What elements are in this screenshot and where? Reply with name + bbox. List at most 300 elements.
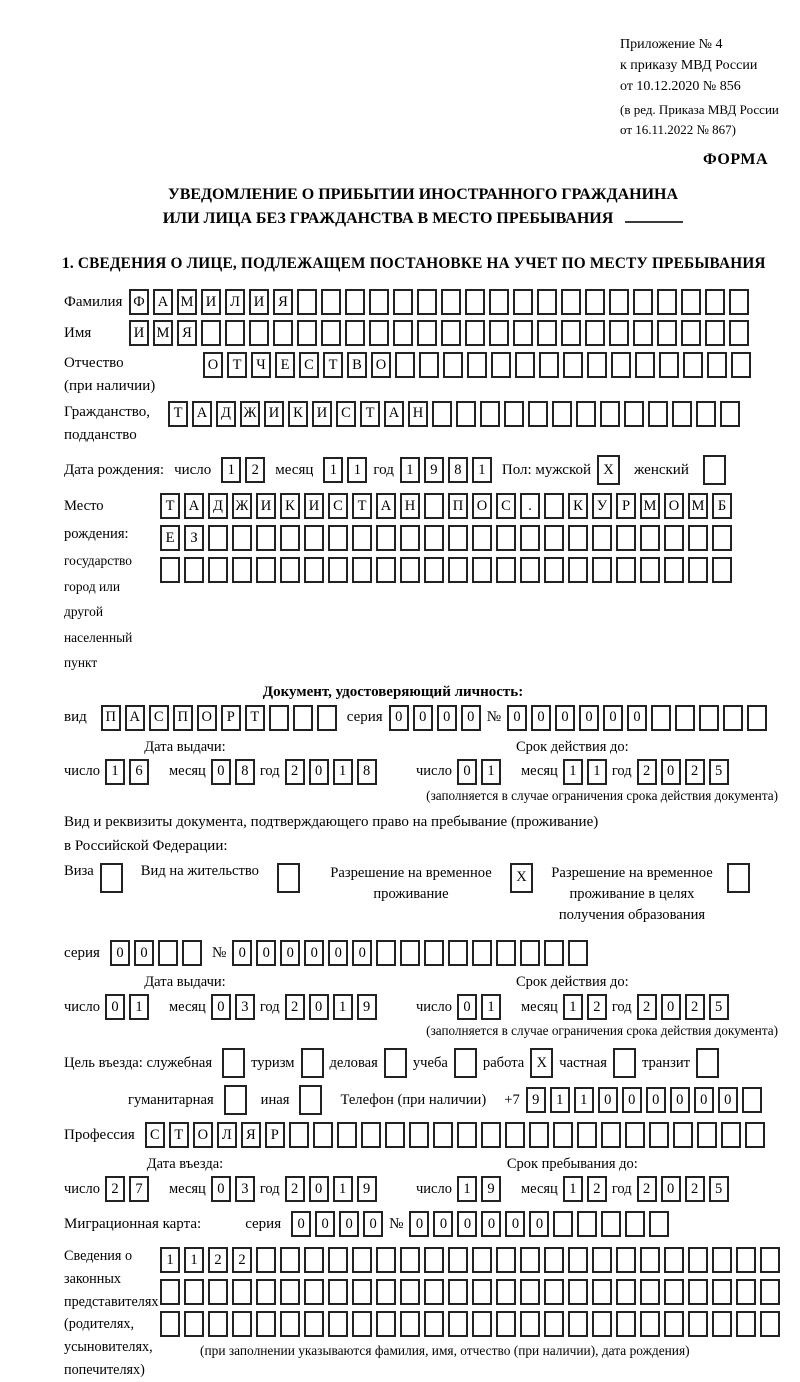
char-cell[interactable]	[443, 352, 463, 378]
char-cell[interactable]	[505, 1122, 525, 1148]
char-cell[interactable]	[433, 1122, 453, 1148]
char-cell[interactable]: 0	[409, 1211, 429, 1237]
char-cell[interactable]: О	[197, 705, 217, 731]
temp-permit-checkbox[interactable]	[510, 863, 533, 893]
char-cell[interactable]	[369, 289, 389, 315]
char-cell[interactable]	[721, 1122, 741, 1148]
char-cell[interactable]	[424, 1247, 444, 1273]
char-cell[interactable]	[395, 352, 415, 378]
char-cell[interactable]: И	[249, 289, 269, 315]
char-cell[interactable]	[616, 525, 636, 551]
char-cell[interactable]	[424, 940, 444, 966]
char-cell[interactable]	[352, 1279, 372, 1305]
char-cell[interactable]	[328, 557, 348, 583]
char-cell[interactable]: П	[448, 493, 468, 519]
char-cell[interactable]	[760, 1279, 780, 1305]
char-cell[interactable]: 0	[531, 705, 551, 731]
char-cell[interactable]	[611, 352, 631, 378]
checkbox-cell[interactable]	[696, 1048, 719, 1078]
char-cell[interactable]	[376, 940, 396, 966]
char-cell[interactable]: Р	[265, 1122, 285, 1148]
char-cell[interactable]	[544, 940, 564, 966]
char-cell[interactable]	[640, 557, 660, 583]
char-cell[interactable]	[659, 352, 679, 378]
char-cell[interactable]: 0	[646, 1087, 666, 1113]
char-cell[interactable]	[539, 352, 559, 378]
char-cell[interactable]: 9	[424, 457, 444, 483]
char-cell[interactable]: 2	[208, 1247, 228, 1273]
char-cell[interactable]	[424, 1279, 444, 1305]
checkbox-cell[interactable]	[100, 863, 123, 893]
char-cell[interactable]	[448, 940, 468, 966]
char-cell[interactable]	[400, 525, 420, 551]
char-cell[interactable]	[273, 320, 293, 346]
char-cell[interactable]: Я	[241, 1122, 261, 1148]
char-cell[interactable]	[681, 320, 701, 346]
char-cell[interactable]	[184, 557, 204, 583]
char-cell[interactable]	[321, 289, 341, 315]
char-cell[interactable]: С	[149, 705, 169, 731]
char-cell[interactable]	[280, 557, 300, 583]
char-cell[interactable]: 1	[550, 1087, 570, 1113]
char-cell[interactable]: О	[193, 1122, 213, 1148]
char-cell[interactable]	[256, 1247, 276, 1273]
char-cell[interactable]	[664, 1279, 684, 1305]
char-cell[interactable]: Т	[245, 705, 265, 731]
char-cell[interactable]: Д	[216, 401, 236, 427]
char-cell[interactable]	[385, 1122, 405, 1148]
char-cell[interactable]	[681, 289, 701, 315]
char-cell[interactable]	[672, 401, 692, 427]
char-cell[interactable]	[729, 289, 749, 315]
char-cell[interactable]	[448, 525, 468, 551]
char-cell[interactable]	[182, 940, 202, 966]
char-cell[interactable]	[376, 1247, 396, 1273]
char-cell[interactable]	[467, 352, 487, 378]
char-cell[interactable]: 0	[661, 759, 681, 785]
char-cell[interactable]: 1	[347, 457, 367, 483]
char-cell[interactable]: 2	[637, 1176, 657, 1202]
char-cell[interactable]: 9	[526, 1087, 546, 1113]
char-cell[interactable]: 0	[110, 940, 130, 966]
char-cell[interactable]: 0	[661, 1176, 681, 1202]
char-cell[interactable]	[729, 320, 749, 346]
char-cell[interactable]: 1	[333, 759, 353, 785]
char-cell[interactable]: И	[201, 289, 221, 315]
char-cell[interactable]	[304, 525, 324, 551]
char-cell[interactable]: 0	[457, 759, 477, 785]
purpose-business-checkbox[interactable]	[222, 1048, 245, 1078]
char-cell[interactable]	[585, 320, 605, 346]
char-cell[interactable]	[424, 557, 444, 583]
char-cell[interactable]	[561, 320, 581, 346]
char-cell[interactable]: 0	[309, 759, 329, 785]
char-cell[interactable]	[640, 1247, 660, 1273]
char-cell[interactable]: М	[177, 289, 197, 315]
char-cell[interactable]: О	[472, 493, 492, 519]
char-cell[interactable]: К	[288, 401, 308, 427]
char-cell[interactable]	[664, 557, 684, 583]
char-cell[interactable]: 0	[507, 705, 527, 731]
char-cell[interactable]	[465, 320, 485, 346]
char-cell[interactable]: 1	[563, 1176, 583, 1202]
char-cell[interactable]: П	[173, 705, 193, 731]
char-cell[interactable]	[280, 1279, 300, 1305]
char-cell[interactable]: 1	[333, 994, 353, 1020]
sex-male-checkbox[interactable]	[597, 455, 620, 485]
char-cell[interactable]	[448, 1311, 468, 1337]
char-cell[interactable]	[720, 401, 740, 427]
char-cell[interactable]	[648, 401, 668, 427]
char-cell[interactable]: 0	[579, 705, 599, 731]
char-cell[interactable]: 1	[472, 457, 492, 483]
char-cell[interactable]: Я	[273, 289, 293, 315]
char-cell[interactable]: З	[184, 525, 204, 551]
char-cell[interactable]	[393, 289, 413, 315]
char-cell[interactable]	[616, 1311, 636, 1337]
char-cell[interactable]	[232, 557, 252, 583]
char-cell[interactable]: А	[376, 493, 396, 519]
char-cell[interactable]	[441, 289, 461, 315]
char-cell[interactable]	[304, 1279, 324, 1305]
char-cell[interactable]: С	[336, 401, 356, 427]
purpose-transit-checkbox[interactable]	[696, 1048, 719, 1078]
char-cell[interactable]	[304, 1247, 324, 1273]
char-cell[interactable]: 3	[235, 1176, 255, 1202]
char-cell[interactable]: .	[520, 493, 540, 519]
char-cell[interactable]	[489, 289, 509, 315]
char-cell[interactable]: Р	[221, 705, 241, 731]
char-cell[interactable]: 0	[339, 1211, 359, 1237]
char-cell[interactable]	[544, 1311, 564, 1337]
char-cell[interactable]	[675, 705, 695, 731]
char-cell[interactable]: И	[256, 493, 276, 519]
char-cell[interactable]: 1	[563, 994, 583, 1020]
char-cell[interactable]	[328, 1311, 348, 1337]
char-cell[interactable]	[633, 289, 653, 315]
char-cell[interactable]	[561, 289, 581, 315]
purpose-humanitarian-checkbox[interactable]	[224, 1085, 247, 1115]
char-cell[interactable]: 1	[160, 1247, 180, 1273]
char-cell[interactable]	[592, 1247, 612, 1273]
char-cell[interactable]	[515, 352, 535, 378]
char-cell[interactable]	[537, 289, 557, 315]
char-cell[interactable]: 1	[105, 759, 125, 785]
char-cell[interactable]	[592, 1311, 612, 1337]
char-cell[interactable]: 7	[129, 1176, 149, 1202]
char-cell[interactable]	[481, 1122, 501, 1148]
purpose-tourism-checkbox[interactable]	[301, 1048, 324, 1078]
char-cell[interactable]	[496, 940, 516, 966]
char-cell[interactable]	[520, 940, 540, 966]
char-cell[interactable]	[513, 320, 533, 346]
char-cell[interactable]	[592, 525, 612, 551]
char-cell[interactable]	[520, 1279, 540, 1305]
char-cell[interactable]	[352, 1311, 372, 1337]
char-cell[interactable]	[256, 525, 276, 551]
char-cell[interactable]	[504, 401, 524, 427]
char-cell[interactable]: А	[153, 289, 173, 315]
char-cell[interactable]	[747, 705, 767, 731]
char-cell[interactable]: К	[280, 493, 300, 519]
char-cell[interactable]	[696, 401, 716, 427]
char-cell[interactable]	[400, 1247, 420, 1273]
char-cell[interactable]: 2	[587, 1176, 607, 1202]
char-cell[interactable]: 3	[235, 994, 255, 1020]
char-cell[interactable]: 0	[291, 1211, 311, 1237]
char-cell[interactable]	[635, 352, 655, 378]
char-cell[interactable]	[712, 1279, 732, 1305]
char-cell[interactable]	[664, 1247, 684, 1273]
checkbox-cell[interactable]: X	[597, 455, 620, 485]
char-cell[interactable]: Т	[323, 352, 343, 378]
char-cell[interactable]: Л	[225, 289, 245, 315]
char-cell[interactable]: 1	[481, 994, 501, 1020]
char-cell[interactable]: 0	[280, 940, 300, 966]
char-cell[interactable]	[697, 1122, 717, 1148]
char-cell[interactable]	[520, 1247, 540, 1273]
char-cell[interactable]	[409, 1122, 429, 1148]
char-cell[interactable]	[472, 557, 492, 583]
char-cell[interactable]: 5	[709, 759, 729, 785]
char-cell[interactable]	[528, 401, 548, 427]
char-cell[interactable]: И	[304, 493, 324, 519]
char-cell[interactable]	[553, 1211, 573, 1237]
char-cell[interactable]	[496, 525, 516, 551]
char-cell[interactable]: 0	[232, 940, 252, 966]
char-cell[interactable]: 0	[315, 1211, 335, 1237]
char-cell[interactable]	[625, 1122, 645, 1148]
char-cell[interactable]	[496, 557, 516, 583]
char-cell[interactable]	[376, 1311, 396, 1337]
char-cell[interactable]: 0	[661, 994, 681, 1020]
char-cell[interactable]	[491, 352, 511, 378]
purpose-work-checkbox[interactable]	[530, 1048, 553, 1078]
char-cell[interactable]	[544, 1247, 564, 1273]
char-cell[interactable]: Я	[177, 320, 197, 346]
char-cell[interactable]: 0	[211, 1176, 231, 1202]
char-cell[interactable]	[616, 1247, 636, 1273]
char-cell[interactable]: И	[129, 320, 149, 346]
char-cell[interactable]: А	[125, 705, 145, 731]
checkbox-cell[interactable]: X	[530, 1048, 553, 1078]
checkbox-cell[interactable]	[277, 863, 300, 893]
purpose-other-checkbox[interactable]	[299, 1085, 322, 1115]
char-cell[interactable]: 6	[129, 759, 149, 785]
char-cell[interactable]: 8	[357, 759, 377, 785]
char-cell[interactable]	[553, 1122, 573, 1148]
char-cell[interactable]	[448, 1279, 468, 1305]
char-cell[interactable]	[664, 1311, 684, 1337]
char-cell[interactable]	[625, 1211, 645, 1237]
char-cell[interactable]: 9	[481, 1176, 501, 1202]
checkbox-cell[interactable]	[703, 455, 726, 485]
char-cell[interactable]	[664, 525, 684, 551]
char-cell[interactable]	[633, 320, 653, 346]
char-cell[interactable]: 0	[211, 759, 231, 785]
char-cell[interactable]: 1	[129, 994, 149, 1020]
char-cell[interactable]: Ч	[251, 352, 271, 378]
char-cell[interactable]: 0	[461, 705, 481, 731]
char-cell[interactable]	[537, 320, 557, 346]
char-cell[interactable]	[424, 525, 444, 551]
purpose-study-checkbox[interactable]	[454, 1048, 477, 1078]
char-cell[interactable]: П	[101, 705, 121, 731]
checkbox-cell[interactable]	[613, 1048, 636, 1078]
purpose-private-checkbox[interactable]	[613, 1048, 636, 1078]
char-cell[interactable]: 8	[235, 759, 255, 785]
char-cell[interactable]: 1	[221, 457, 241, 483]
char-cell[interactable]	[649, 1211, 669, 1237]
char-cell[interactable]	[624, 401, 644, 427]
char-cell[interactable]	[520, 1311, 540, 1337]
char-cell[interactable]: 0	[694, 1087, 714, 1113]
char-cell[interactable]	[688, 1279, 708, 1305]
char-cell[interactable]	[269, 705, 289, 731]
char-cell[interactable]	[577, 1122, 597, 1148]
char-cell[interactable]	[352, 525, 372, 551]
char-cell[interactable]	[489, 320, 509, 346]
char-cell[interactable]: И	[264, 401, 284, 427]
char-cell[interactable]: 2	[285, 759, 305, 785]
char-cell[interactable]	[208, 1311, 228, 1337]
char-cell[interactable]	[544, 1279, 564, 1305]
char-cell[interactable]	[400, 557, 420, 583]
char-cell[interactable]: 2	[587, 994, 607, 1020]
char-cell[interactable]	[745, 1122, 765, 1148]
char-cell[interactable]	[393, 320, 413, 346]
char-cell[interactable]	[417, 289, 437, 315]
char-cell[interactable]: 1	[563, 759, 583, 785]
char-cell[interactable]	[208, 557, 228, 583]
char-cell[interactable]: М	[688, 493, 708, 519]
char-cell[interactable]: 2	[637, 759, 657, 785]
char-cell[interactable]	[705, 320, 725, 346]
char-cell[interactable]: 0	[309, 1176, 329, 1202]
char-cell[interactable]	[472, 525, 492, 551]
char-cell[interactable]	[568, 1311, 588, 1337]
char-cell[interactable]	[760, 1247, 780, 1273]
char-cell[interactable]: Т	[169, 1122, 189, 1148]
char-cell[interactable]	[208, 525, 228, 551]
char-cell[interactable]: 0	[622, 1087, 642, 1113]
char-cell[interactable]: Б	[712, 493, 732, 519]
char-cell[interactable]	[472, 1311, 492, 1337]
char-cell[interactable]: С	[496, 493, 516, 519]
char-cell[interactable]	[208, 1279, 228, 1305]
char-cell[interactable]	[683, 352, 703, 378]
sex-female-checkbox[interactable]	[703, 455, 726, 485]
char-cell[interactable]	[688, 525, 708, 551]
char-cell[interactable]: Н	[400, 493, 420, 519]
char-cell[interactable]	[232, 1311, 252, 1337]
char-cell[interactable]: Р	[616, 493, 636, 519]
char-cell[interactable]: 0	[134, 940, 154, 966]
char-cell[interactable]: Ж	[240, 401, 260, 427]
char-cell[interactable]	[328, 1279, 348, 1305]
char-cell[interactable]: 2	[685, 759, 705, 785]
char-cell[interactable]: 0	[603, 705, 623, 731]
char-cell[interactable]	[304, 1311, 324, 1337]
char-cell[interactable]: 0	[211, 994, 231, 1020]
char-cell[interactable]: 0	[363, 1211, 383, 1237]
char-cell[interactable]	[417, 320, 437, 346]
checkbox-cell[interactable]	[301, 1048, 324, 1078]
char-cell[interactable]	[369, 320, 389, 346]
char-cell[interactable]	[609, 320, 629, 346]
char-cell[interactable]: 0	[352, 940, 372, 966]
char-cell[interactable]: 0	[389, 705, 409, 731]
char-cell[interactable]	[317, 705, 337, 731]
char-cell[interactable]: У	[592, 493, 612, 519]
char-cell[interactable]	[585, 289, 605, 315]
char-cell[interactable]: 2	[232, 1247, 252, 1273]
char-cell[interactable]	[249, 320, 269, 346]
char-cell[interactable]	[657, 320, 677, 346]
char-cell[interactable]	[712, 1247, 732, 1273]
char-cell[interactable]: 8	[448, 457, 468, 483]
char-cell[interactable]	[600, 401, 620, 427]
char-cell[interactable]: 0	[481, 1211, 501, 1237]
char-cell[interactable]: А	[384, 401, 404, 427]
char-cell[interactable]	[424, 1311, 444, 1337]
char-cell[interactable]	[587, 352, 607, 378]
char-cell[interactable]: К	[568, 493, 588, 519]
char-cell[interactable]: 1	[587, 759, 607, 785]
char-cell[interactable]	[160, 1279, 180, 1305]
char-cell[interactable]	[472, 940, 492, 966]
char-cell[interactable]	[256, 1311, 276, 1337]
char-cell[interactable]: М	[640, 493, 660, 519]
char-cell[interactable]	[293, 705, 313, 731]
char-cell[interactable]	[496, 1247, 516, 1273]
char-cell[interactable]: Ж	[232, 493, 252, 519]
char-cell[interactable]	[158, 940, 178, 966]
char-cell[interactable]	[544, 557, 564, 583]
char-cell[interactable]	[328, 1247, 348, 1273]
char-cell[interactable]	[424, 493, 444, 519]
char-cell[interactable]	[657, 289, 677, 315]
char-cell[interactable]	[256, 557, 276, 583]
char-cell[interactable]	[345, 320, 365, 346]
char-cell[interactable]	[520, 525, 540, 551]
char-cell[interactable]	[640, 525, 660, 551]
char-cell[interactable]	[328, 525, 348, 551]
char-cell[interactable]	[160, 557, 180, 583]
char-cell[interactable]	[345, 289, 365, 315]
char-cell[interactable]	[712, 1311, 732, 1337]
char-cell[interactable]: 0	[627, 705, 647, 731]
char-cell[interactable]	[673, 1122, 693, 1148]
char-cell[interactable]	[529, 1122, 549, 1148]
char-cell[interactable]	[712, 557, 732, 583]
char-cell[interactable]: О	[371, 352, 391, 378]
char-cell[interactable]	[760, 1311, 780, 1337]
char-cell[interactable]: 1	[574, 1087, 594, 1113]
char-cell[interactable]: Л	[217, 1122, 237, 1148]
char-cell[interactable]: А	[192, 401, 212, 427]
char-cell[interactable]	[568, 525, 588, 551]
char-cell[interactable]: 1	[400, 457, 420, 483]
char-cell[interactable]: 9	[357, 1176, 377, 1202]
char-cell[interactable]: О	[664, 493, 684, 519]
char-cell[interactable]: 9	[357, 994, 377, 1020]
char-cell[interactable]	[736, 1247, 756, 1273]
char-cell[interactable]: Ф	[129, 289, 149, 315]
purpose-commercial-checkbox[interactable]	[384, 1048, 407, 1078]
checkbox-cell[interactable]: X	[510, 863, 533, 893]
char-cell[interactable]: 0	[105, 994, 125, 1020]
